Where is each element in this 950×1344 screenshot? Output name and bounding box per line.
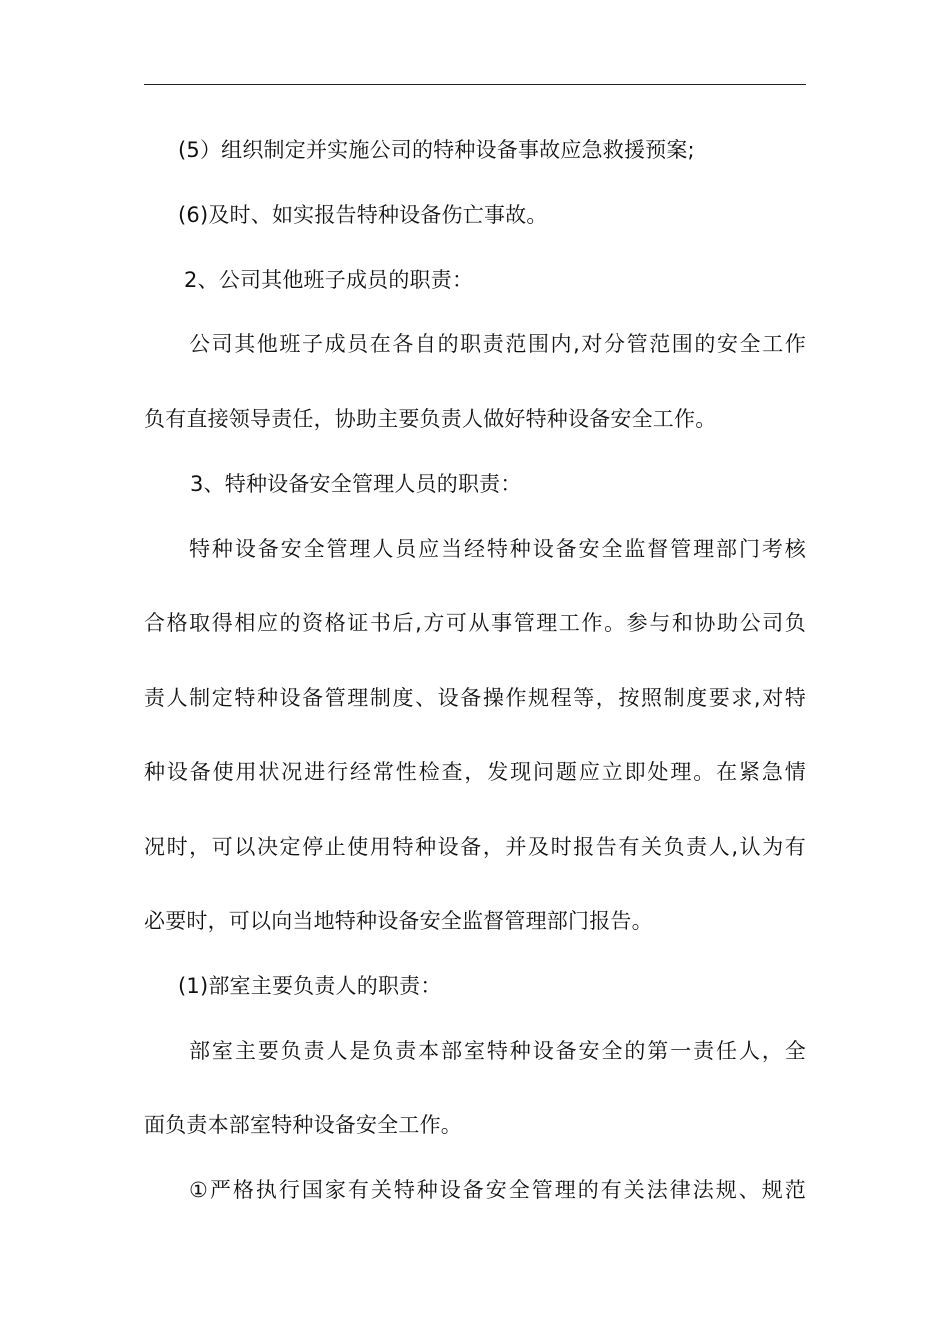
subsection-heading-1: (1)部室主要负责人的职责： <box>178 974 442 998</box>
paragraph-line: 必要时，可以向当地特种设备安全监督管理部门报告。 <box>144 909 653 933</box>
paragraph-line: 特种设备安全管理人员应当经特种设备安全监督管理部门考核 <box>189 537 806 561</box>
paragraph-line: 负有直接领导责任，协助主要负责人做好特种设备安全工作。 <box>144 407 717 431</box>
paragraph-line: 合格取得相应的资格证书后,方可从事管理工作。参与和协助公司负 <box>144 611 806 635</box>
paragraph-line-item-6: (6)及时、如实报告特种设备伤亡事故。 <box>178 203 548 227</box>
paragraph-line: 况时，可以决定停止使用特种设备，并及时报告有关负责人,认为有 <box>144 835 806 859</box>
list-item-1: ①严格执行国家有关特种设备安全管理的有关法律法规、规范 <box>189 1178 806 1202</box>
header-rule <box>144 84 806 85</box>
paragraph-line: 责人制定特种设备管理制度、设备操作规程等，按照制度要求,对特 <box>144 686 806 710</box>
paragraph-line: 公司其他班子成员在各自的职责范围内,对分管范围的安全工作 <box>189 332 806 356</box>
section-heading-2: 2、公司其他班子成员的职责： <box>184 268 474 292</box>
paragraph-line-item-5: (5）组织制定并实施公司的特种设备事故应急救援预案; <box>178 138 695 162</box>
section-heading-3: 3、特种设备安全管理人员的职责： <box>190 472 522 496</box>
paragraph-line: 种设备使用状况进行经常性检查，发现问题应立即处理。在紧急情 <box>144 760 806 784</box>
paragraph-line: 面负责本部室特种设备安全工作。 <box>144 1113 462 1137</box>
paragraph-line: 部室主要负责人是负责本部室特种设备安全的第一责任人，全 <box>189 1039 806 1063</box>
